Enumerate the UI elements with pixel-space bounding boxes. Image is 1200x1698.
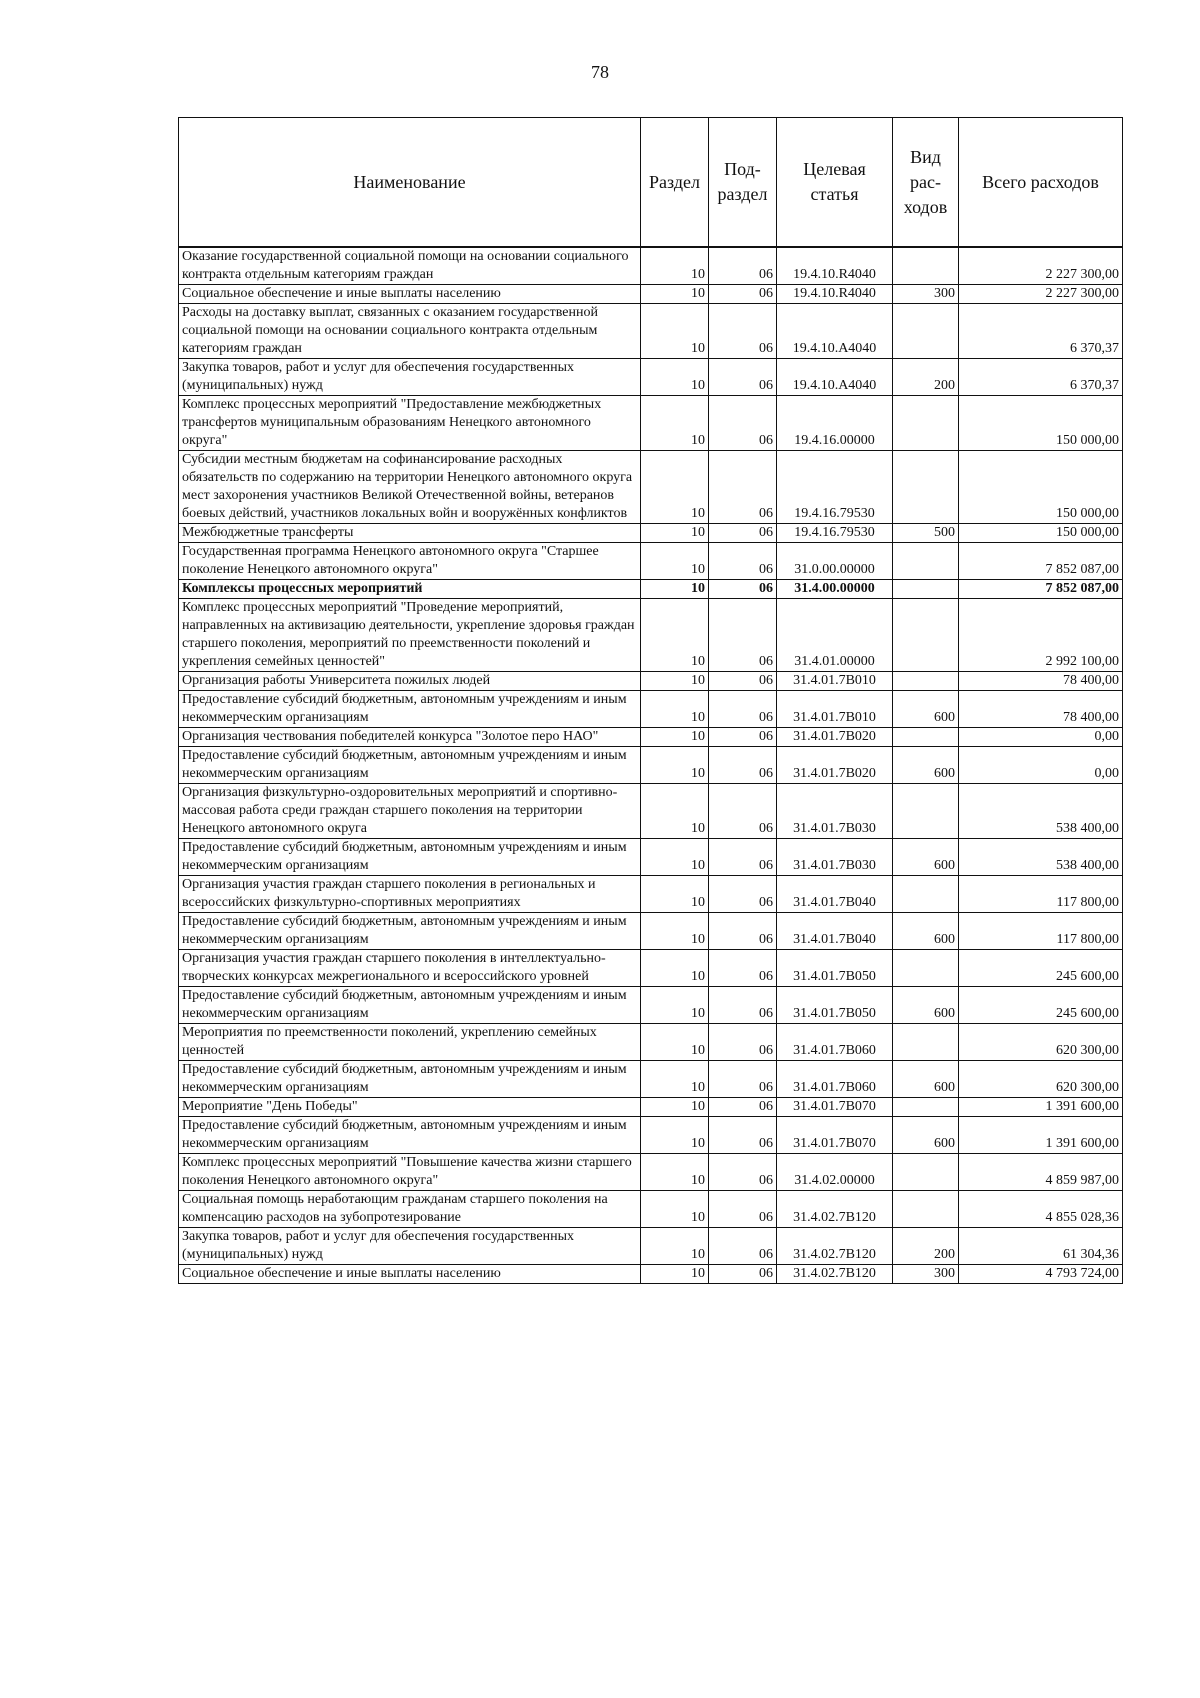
- row-expense-type-cell: [893, 543, 959, 580]
- row-total-cell: 2 992 100,00: [959, 599, 1123, 672]
- table-header-row: [179, 118, 1123, 248]
- row-total-cell: 78 400,00: [959, 672, 1123, 691]
- row-article-cell: 31.4.02.00000: [777, 1154, 893, 1191]
- row-name-cell: Мероприятия по преемственности поколений, укреплению семейных ценностей: [179, 1024, 641, 1061]
- row-expense-type-cell: 600: [893, 691, 959, 728]
- row-section-cell: 10: [641, 451, 709, 524]
- row-expense-type-cell: [893, 784, 959, 839]
- table-row: [179, 359, 1123, 396]
- row-section-cell: 10: [641, 599, 709, 672]
- row-section-cell: 10: [641, 987, 709, 1024]
- row-section-cell: 10: [641, 396, 709, 451]
- row-name-cell: Организация участия граждан старшего поколения в интеллектуально-творческих конкурсах межрегионального и всероссийского уровней: [179, 950, 641, 987]
- row-expense-type-cell: [893, 672, 959, 691]
- row-expense-type-cell: 600: [893, 839, 959, 876]
- row-subsection-cell: 06: [709, 524, 777, 543]
- row-expense-type-cell: [893, 599, 959, 672]
- row-subsection-cell: 06: [709, 1154, 777, 1191]
- row-article-cell: 31.4.01.7В050: [777, 950, 893, 987]
- row-expense-type-cell: 600: [893, 1117, 959, 1154]
- row-subsection-cell: 06: [709, 747, 777, 784]
- table-row: [179, 1024, 1123, 1061]
- row-article-cell: 31.4.01.7В020: [777, 728, 893, 747]
- row-name-cell: Закупка товаров, работ и услуг для обеспечения государственных (муниципальных) нужд: [179, 359, 641, 396]
- table-row: [179, 1061, 1123, 1098]
- row-article-cell: 31.4.01.7В060: [777, 1061, 893, 1098]
- row-subsection-cell: 06: [709, 784, 777, 839]
- table-row: [179, 784, 1123, 839]
- row-section-cell: 10: [641, 839, 709, 876]
- row-article-cell: 31.4.01.7В050: [777, 987, 893, 1024]
- row-expense-type-cell: [893, 451, 959, 524]
- row-total-cell: 1 391 600,00: [959, 1098, 1123, 1117]
- table-row: [179, 747, 1123, 784]
- row-name-cell: Социальная помощь неработающим гражданам старшего поколения на компенсацию расходов на зубопротезирование: [179, 1191, 641, 1228]
- row-subsection-cell: 06: [709, 839, 777, 876]
- table-row: [179, 728, 1123, 747]
- table-row: [179, 950, 1123, 987]
- row-section-cell: 10: [641, 1117, 709, 1154]
- header-name: Наименование: [179, 118, 641, 248]
- row-article-cell: 31.4.01.7В010: [777, 672, 893, 691]
- row-article-cell: 31.0.00.00000: [777, 543, 893, 580]
- header-section: Раздел: [641, 118, 709, 248]
- table-row: [179, 247, 1123, 285]
- row-section-cell: 10: [641, 876, 709, 913]
- table-row: [179, 524, 1123, 543]
- budget-table: [178, 117, 1123, 1284]
- row-article-cell: 31.4.02.7В120: [777, 1228, 893, 1265]
- row-expense-type-cell: 600: [893, 747, 959, 784]
- row-name-cell: Предоставление субсидий бюджетным, автономным учреждениям и иным некоммерческим организациям: [179, 1061, 641, 1098]
- row-article-cell: 31.4.02.7В120: [777, 1265, 893, 1284]
- row-article-cell: 19.4.10.R4040: [777, 247, 893, 285]
- row-total-cell: 4 859 987,00: [959, 1154, 1123, 1191]
- row-expense-type-cell: 200: [893, 1228, 959, 1265]
- row-subsection-cell: 06: [709, 359, 777, 396]
- table-row: [179, 451, 1123, 524]
- row-expense-type-cell: 500: [893, 524, 959, 543]
- row-expense-type-cell: [893, 396, 959, 451]
- row-expense-type-cell: [893, 304, 959, 359]
- table-row: [179, 543, 1123, 580]
- row-total-cell: 117 800,00: [959, 876, 1123, 913]
- row-subsection-cell: 06: [709, 876, 777, 913]
- row-total-cell: 78 400,00: [959, 691, 1123, 728]
- row-total-cell: 6 370,37: [959, 304, 1123, 359]
- row-article-cell: 19.4.16.00000: [777, 396, 893, 451]
- row-section-cell: 10: [641, 913, 709, 950]
- row-subsection-cell: 06: [709, 247, 777, 285]
- row-article-cell: 31.4.01.7В030: [777, 784, 893, 839]
- row-expense-type-cell: [893, 1024, 959, 1061]
- row-name-cell: Предоставление субсидий бюджетным, автономным учреждениям и иным некоммерческим организациям: [179, 987, 641, 1024]
- row-expense-type-cell: 600: [893, 1061, 959, 1098]
- row-article-cell: 31.4.01.7В070: [777, 1098, 893, 1117]
- table-row: [179, 1191, 1123, 1228]
- row-name-cell: Комплекс процессных мероприятий "Предоставление межбюджетных трансфертов муниципальным образованиям Ненецкого автономного округа": [179, 396, 641, 451]
- row-subsection-cell: 06: [709, 1191, 777, 1228]
- row-name-cell: Межбюджетные трансферты: [179, 524, 641, 543]
- row-name-cell: Комплексы процессных мероприятий: [179, 580, 641, 599]
- row-expense-type-cell: 300: [893, 1265, 959, 1284]
- table-row: [179, 839, 1123, 876]
- row-section-cell: 10: [641, 728, 709, 747]
- row-article-cell: 31.4.00.00000: [777, 580, 893, 599]
- row-name-cell: Комплекс процессных мероприятий "Повышение качества жизни старшего поколения Ненецкого автономного округа": [179, 1154, 641, 1191]
- table-row: [179, 304, 1123, 359]
- row-name-cell: Социальное обеспечение и иные выплаты населению: [179, 285, 641, 304]
- row-section-cell: 10: [641, 543, 709, 580]
- row-name-cell: Организация физкультурно-оздоровительных мероприятий и спортивно-массовая работа среди граждан старшего поколения на территории Ненецкого автономного округа: [179, 784, 641, 839]
- row-article-cell: 31.4.02.7В120: [777, 1191, 893, 1228]
- row-section-cell: 10: [641, 580, 709, 599]
- row-expense-type-cell: [893, 950, 959, 987]
- row-subsection-cell: 06: [709, 580, 777, 599]
- row-section-cell: 10: [641, 304, 709, 359]
- row-subsection-cell: 06: [709, 950, 777, 987]
- row-section-cell: 10: [641, 1154, 709, 1191]
- row-subsection-cell: 06: [709, 396, 777, 451]
- table-row: [179, 1117, 1123, 1154]
- row-expense-type-cell: [893, 1154, 959, 1191]
- row-expense-type-cell: 200: [893, 359, 959, 396]
- row-section-cell: 10: [641, 1228, 709, 1265]
- row-total-cell: 0,00: [959, 728, 1123, 747]
- row-total-cell: 117 800,00: [959, 913, 1123, 950]
- table-row: [179, 691, 1123, 728]
- row-section-cell: 10: [641, 672, 709, 691]
- row-article-cell: 31.4.01.7В010: [777, 691, 893, 728]
- row-name-cell: Организация работы Университета пожилых людей: [179, 672, 641, 691]
- row-subsection-cell: 06: [709, 691, 777, 728]
- row-total-cell: 7 852 087,00: [959, 580, 1123, 599]
- table-row: [179, 285, 1123, 304]
- row-total-cell: 0,00: [959, 747, 1123, 784]
- row-expense-type-cell: 600: [893, 913, 959, 950]
- header-target-article: Целевая статья: [777, 118, 893, 248]
- row-subsection-cell: 06: [709, 672, 777, 691]
- row-subsection-cell: 06: [709, 451, 777, 524]
- row-name-cell: Предоставление субсидий бюджетным, автономным учреждениям и иным некоммерческим организациям: [179, 839, 641, 876]
- row-subsection-cell: 06: [709, 728, 777, 747]
- table-row: [179, 580, 1123, 599]
- row-subsection-cell: 06: [709, 1024, 777, 1061]
- table-row: [179, 987, 1123, 1024]
- row-expense-type-cell: 300: [893, 285, 959, 304]
- row-expense-type-cell: [893, 728, 959, 747]
- row-name-cell: Мероприятие "День Победы": [179, 1098, 641, 1117]
- row-section-cell: 10: [641, 285, 709, 304]
- row-article-cell: 31.4.01.7В020: [777, 747, 893, 784]
- row-subsection-cell: 06: [709, 987, 777, 1024]
- row-name-cell: Предоставление субсидий бюджетным, автономным учреждениям и иным некоммерческим организациям: [179, 1117, 641, 1154]
- row-name-cell: Расходы на доставку выплат, связанных с оказанием государственной социальной помощи на основании социального контракта отдельным категориям граждан: [179, 304, 641, 359]
- row-name-cell: Субсидии местным бюджетам на софинансирование расходных обязательств по содержанию на территории Ненецкого автономного округа мест захоронения участников Великой Отечественной войны, ветеранов боевых действий, участников локальных войн и вооружённых конфликтов: [179, 451, 641, 524]
- row-section-cell: 10: [641, 247, 709, 285]
- row-section-cell: 10: [641, 747, 709, 784]
- row-subsection-cell: 06: [709, 913, 777, 950]
- row-total-cell: 538 400,00: [959, 784, 1123, 839]
- row-article-cell: 31.4.01.7В070: [777, 1117, 893, 1154]
- row-article-cell: 31.4.01.7В040: [777, 913, 893, 950]
- row-total-cell: 4 793 724,00: [959, 1265, 1123, 1284]
- row-subsection-cell: 06: [709, 543, 777, 580]
- row-subsection-cell: 06: [709, 285, 777, 304]
- row-total-cell: 6 370,37: [959, 359, 1123, 396]
- row-total-cell: 1 391 600,00: [959, 1117, 1123, 1154]
- row-name-cell: Организация чествования победителей конкурса "Золотое перо НАО": [179, 728, 641, 747]
- row-subsection-cell: 06: [709, 1098, 777, 1117]
- row-total-cell: 150 000,00: [959, 396, 1123, 451]
- header-expense-type: Вид рас-ходов: [893, 118, 959, 248]
- row-total-cell: 150 000,00: [959, 524, 1123, 543]
- row-section-cell: 10: [641, 784, 709, 839]
- table-row: [179, 1098, 1123, 1117]
- table-row: [179, 1154, 1123, 1191]
- row-article-cell: 31.4.01.7В040: [777, 876, 893, 913]
- row-subsection-cell: 06: [709, 304, 777, 359]
- row-section-cell: 10: [641, 1265, 709, 1284]
- table-row: [179, 913, 1123, 950]
- row-subsection-cell: 06: [709, 599, 777, 672]
- row-name-cell: Предоставление субсидий бюджетным, автономным учреждениям и иным некоммерческим организациям: [179, 913, 641, 950]
- row-total-cell: 4 855 028,36: [959, 1191, 1123, 1228]
- row-name-cell: Социальное обеспечение и иные выплаты населению: [179, 1265, 641, 1284]
- row-name-cell: Комплекс процессных мероприятий "Проведение мероприятий, направленных на активизацию деятельности, укрепление здоровья граждан старшего поколения, мероприятий по преемственности поколений и укрепления семейных ценностей": [179, 599, 641, 672]
- row-section-cell: 10: [641, 1061, 709, 1098]
- row-section-cell: 10: [641, 1191, 709, 1228]
- table-row: [179, 1265, 1123, 1284]
- row-article-cell: 19.4.16.79530: [777, 451, 893, 524]
- row-total-cell: 538 400,00: [959, 839, 1123, 876]
- table-row: [179, 876, 1123, 913]
- row-article-cell: 19.4.10.A4040: [777, 304, 893, 359]
- table-row: [179, 396, 1123, 451]
- header-subsection: Под-раздел: [709, 118, 777, 248]
- row-article-cell: 31.4.01.7В030: [777, 839, 893, 876]
- row-section-cell: 10: [641, 359, 709, 396]
- row-total-cell: 150 000,00: [959, 451, 1123, 524]
- row-expense-type-cell: [893, 580, 959, 599]
- header-total: Всего расходов: [959, 118, 1123, 248]
- row-expense-type-cell: [893, 1191, 959, 1228]
- row-total-cell: 2 227 300,00: [959, 285, 1123, 304]
- row-article-cell: 19.4.16.79530: [777, 524, 893, 543]
- row-article-cell: 19.4.10.A4040: [777, 359, 893, 396]
- row-name-cell: Государственная программа Ненецкого автономного округа "Старшее поколение Ненецкого автономного округа": [179, 543, 641, 580]
- row-total-cell: 2 227 300,00: [959, 247, 1123, 285]
- table-row: [179, 1228, 1123, 1265]
- row-subsection-cell: 06: [709, 1061, 777, 1098]
- row-expense-type-cell: [893, 247, 959, 285]
- row-subsection-cell: 06: [709, 1265, 777, 1284]
- table-row: [179, 599, 1123, 672]
- row-name-cell: Оказание государственной социальной помощи на основании социального контракта отдельным категориям граждан: [179, 247, 641, 285]
- row-section-cell: 10: [641, 1024, 709, 1061]
- row-subsection-cell: 06: [709, 1117, 777, 1154]
- row-expense-type-cell: [893, 1098, 959, 1117]
- row-expense-type-cell: [893, 876, 959, 913]
- row-section-cell: 10: [641, 524, 709, 543]
- page-number: 78: [591, 62, 609, 82]
- row-section-cell: 10: [641, 1098, 709, 1117]
- row-section-cell: 10: [641, 691, 709, 728]
- row-section-cell: 10: [641, 950, 709, 987]
- row-name-cell: Предоставление субсидий бюджетным, автономным учреждениям и иным некоммерческим организациям: [179, 747, 641, 784]
- row-article-cell: 19.4.10.R4040: [777, 285, 893, 304]
- row-name-cell: Закупка товаров, работ и услуг для обеспечения государственных (муниципальных) нужд: [179, 1228, 641, 1265]
- row-total-cell: 61 304,36: [959, 1228, 1123, 1265]
- table-row: [179, 672, 1123, 691]
- table-body: [179, 247, 1123, 1284]
- row-total-cell: 620 300,00: [959, 1061, 1123, 1098]
- row-name-cell: Организация участия граждан старшего поколения в региональных и всероссийских физкультурно-спортивных мероприятиях: [179, 876, 641, 913]
- row-article-cell: 31.4.01.00000: [777, 599, 893, 672]
- row-subsection-cell: 06: [709, 1228, 777, 1265]
- row-article-cell: 31.4.01.7В060: [777, 1024, 893, 1061]
- row-total-cell: 245 600,00: [959, 950, 1123, 987]
- row-total-cell: 620 300,00: [959, 1024, 1123, 1061]
- row-total-cell: 7 852 087,00: [959, 543, 1123, 580]
- row-total-cell: 245 600,00: [959, 987, 1123, 1024]
- row-name-cell: Предоставление субсидий бюджетным, автономным учреждениям и иным некоммерческим организациям: [179, 691, 641, 728]
- row-expense-type-cell: 600: [893, 987, 959, 1024]
